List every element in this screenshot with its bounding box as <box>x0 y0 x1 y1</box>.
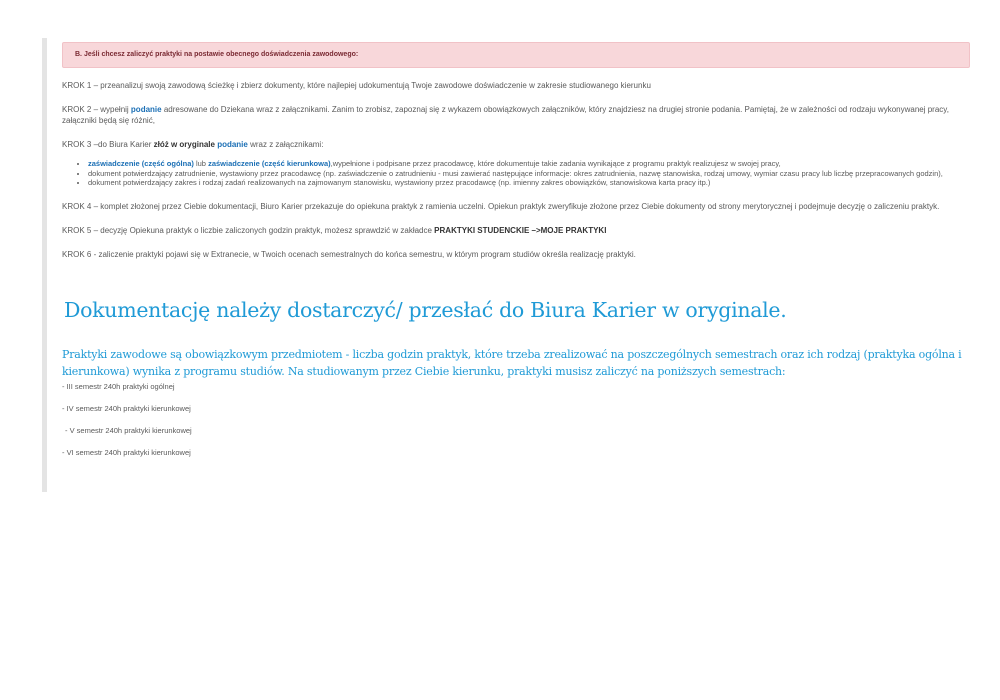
step-2-pre: KROK 2 – wypełnij <box>62 105 131 114</box>
banner-text: B. Jeśli chcesz zaliczyć praktyki na postawie obecnego doświadczenia zawodowego: <box>75 51 359 58</box>
semester-item: - V semestr 240h praktyki kierunkowej <box>65 425 192 435</box>
step-5-pre: KROK 5 – decyzję Opiekuna praktyk o liczbie zaliczonych godzin praktyk, możesz sprawdzić w zakładce <box>62 225 435 235</box>
info-banner <box>62 42 970 68</box>
step-5 <box>62 225 970 236</box>
step-2 <box>62 104 970 126</box>
semester-item: - IV semestr 240h praktyki kierunkowej <box>62 403 191 413</box>
step-1 <box>62 80 970 91</box>
list-item: • dokument potwierdzający zakres i rodzaj zadań realizowanych na zajmowanym stanowisku, wystawiony przez pracodawcę (np. imienny zakres obowiązków, stanowiskowa karta pracy itp.) <box>88 178 970 188</box>
semester-item: - VI semestr 240h praktyki kierunkowej <box>62 447 191 457</box>
list-item: • dokument potwierdzający zatrudnienie, wystawiony przez pracodawcę (np. zaświadczenie o zatrudnieniu - musi zawierać następujące informacje: okres zatrudnienia, nazwę stanowiska, rodzaj umowy, wymiar czasu pracy lub liczbę przepracowanych godzin), <box>88 169 970 179</box>
step-1-text: KROK 1 – przeanalizuj swoją zawodową ścieżkę i zbierz dokumenty, które najlepiej udokumentują Twoje zawodowe doświadczenie w zakresie studiowanego kierunku <box>62 81 651 90</box>
step-3-pre: KROK 3 –do Biura Karier <box>62 140 154 149</box>
step-3 <box>62 139 970 150</box>
step-4 <box>62 201 970 212</box>
list-item <box>88 159 970 169</box>
doc-1-post: ,wypełnione i podpisane przez pracodawcę, które dokumentuje takie zadania wynikające z programu praktyk realizujesz w swojej pracy, <box>330 159 781 168</box>
zaswiadczenie-kierunkowa-link[interactable]: zaświadczenie (część kierunkowa) <box>208 159 331 168</box>
doc-1-mid: lub <box>193 159 209 168</box>
step-4-text: KROK 4 – komplet złożonej przez Ciebie dokumentacji, Biuro Karier przekazuje do opiekuna praktyk z ramienia uczelni. Opiekun praktyk zweryfikuje złożone przez Ciebie dokumenty od strony merytorycznej i podejmuje decyzję o zaliczeniu praktyk. <box>62 201 940 211</box>
semester-item: - III semestr 240h praktyki ogólnej <box>62 381 175 391</box>
required-documents-list <box>62 159 970 188</box>
podanie-link-2[interactable]: podanie <box>217 140 248 149</box>
zaswiadczenie-ogolna-link[interactable]: zaświadczenie (część ogólna) <box>88 159 194 168</box>
main-content <box>62 42 970 470</box>
podanie-link[interactable]: podanie <box>130 105 162 114</box>
lead-paragraph: Praktyki zawodowe są obowiązkowym przedmiotem - liczba godzin praktyk, które trzeba zrealizować na poszczególnych semestrach oraz ich rodzaj (praktyka ogólna i kierunkowa) wynika z programu studiów. Na studiowanym przez Ciebie kierunku, praktyki musisz zaliczyć na poniższych semestrach: <box>62 347 962 378</box>
step-6 <box>62 249 970 260</box>
left-border-rule <box>42 38 47 492</box>
step-5-bold: PRAKTYKI STUDENCKIE –>MOJE PRAKTYKI <box>434 225 607 235</box>
step-2-post: adresowane do Dziekana wraz z załącznikami. Zanim to zrobisz, zapoznaj się z wykazem obowiązkowych załączników, który znajdziesz na drugiej stronie podania. Pamiętaj, że w zależności od rodzaju wykonywanej pracy, załączniki będą się różnić, <box>62 105 949 125</box>
step-3-bold: złóż w oryginale <box>153 140 215 149</box>
step-3-post: wraz z załącznikami: <box>247 140 324 149</box>
step-6-text: KROK 6 - zaliczenie praktyki pojawi się w Extranecie, w Twoich ocenach semestralnych do końca semestru, w którym program studiów określa realizację praktyki. <box>62 249 636 259</box>
section-heading: Dokumentację należy dostarczyć/ przesłać do Biura Karier w oryginale. <box>64 297 787 322</box>
